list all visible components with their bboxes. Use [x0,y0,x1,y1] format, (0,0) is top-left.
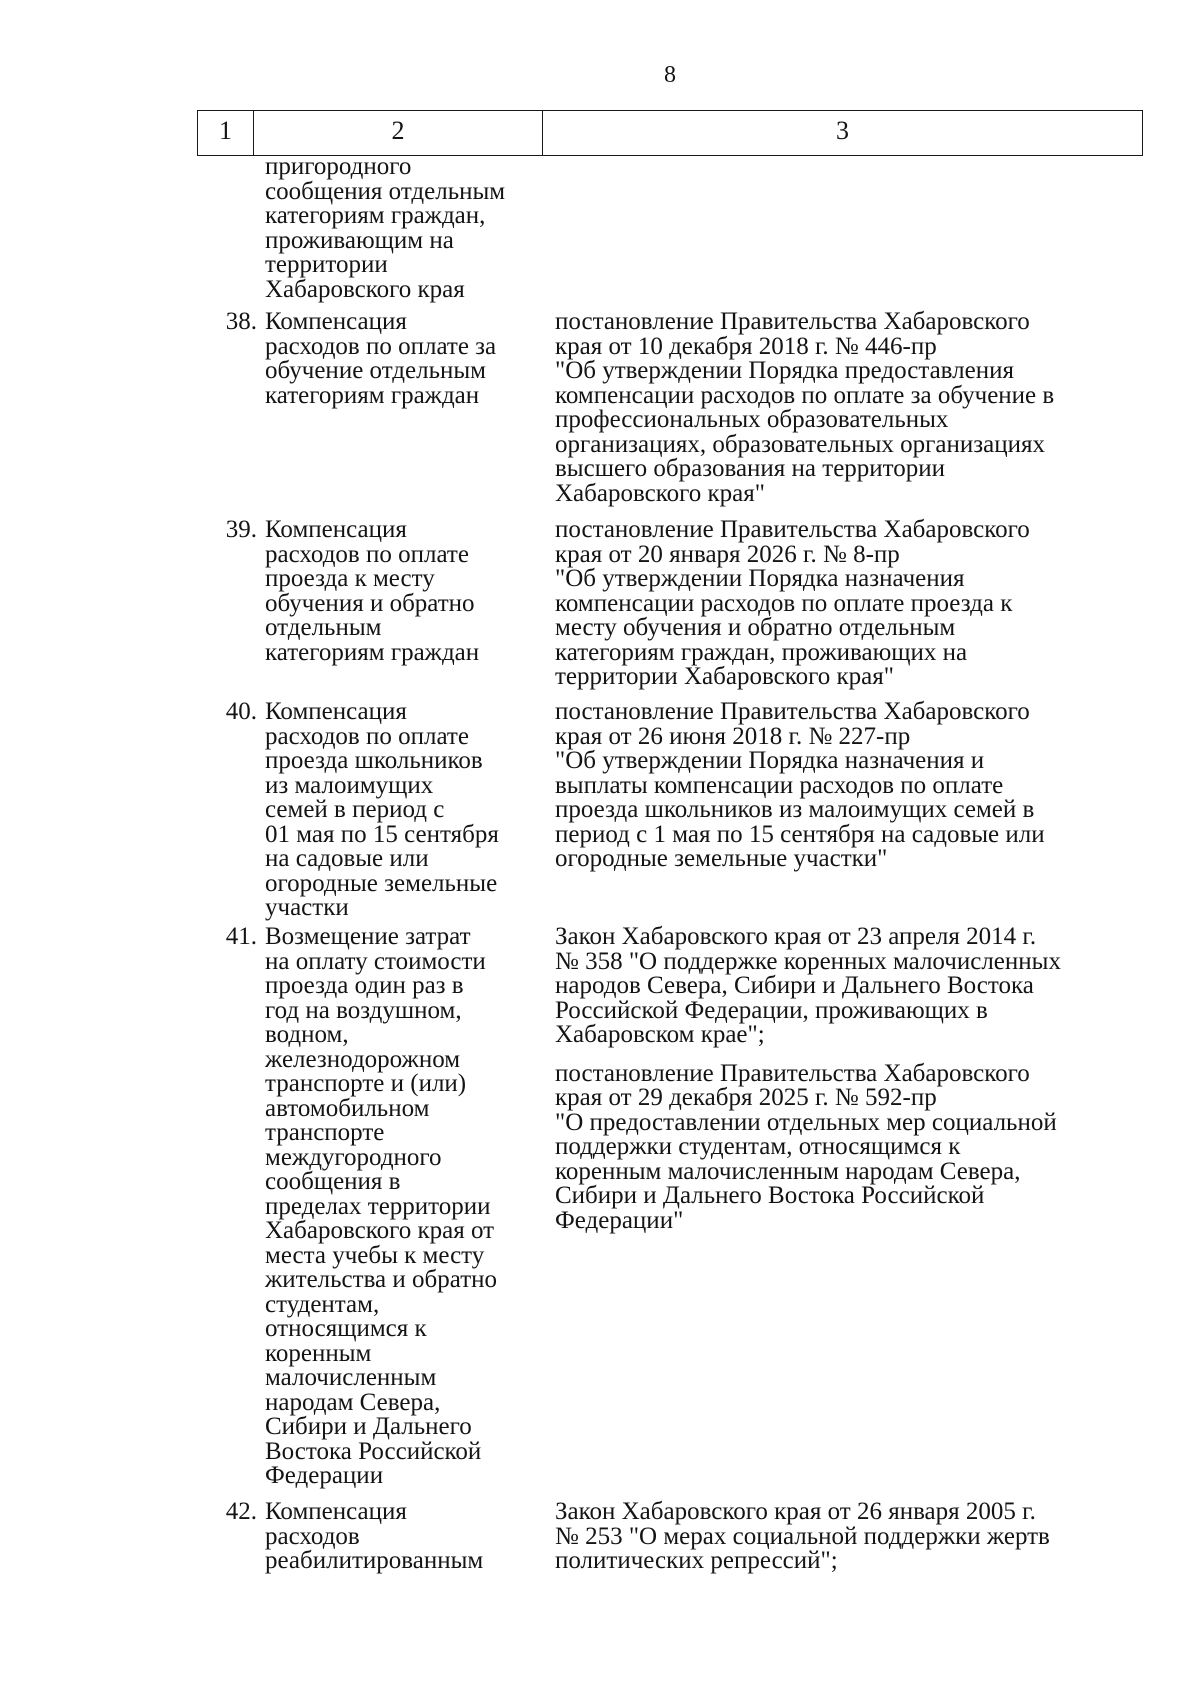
row-documents [555,310,1145,520]
doc-line: народов Севера, Сибири и Дальнего Востока [555,972,1034,999]
name-line: Хабаровского края от [265,1217,495,1244]
doc-line: постановление Правительства Хабаровского [555,516,1030,543]
name-line: расходов по оплате [265,722,469,750]
header-col-2: 2 [254,111,543,155]
name-line: расходов [265,1522,360,1550]
doc-line: высшего образования на территории [555,455,946,482]
doc-line: "Об утверждении Порядка предоставления [555,357,1014,384]
doc-line: "Об утверждении Порядка назначения [555,565,965,592]
doc-line: края от 26 июня 2018 г. № 227-пр [555,722,911,750]
row-documents [555,1500,1145,1588]
page-number: 8 [664,62,676,88]
header-col-3: 3 [836,116,849,145]
row-number: 41. [225,923,257,950]
row-name [265,310,555,408]
doc-line: № 253 "О мерах социальной поддержки жертв [555,1522,1050,1550]
doc-line: период с 1 мая по 15 сентября на садовые или [555,820,1045,848]
row-name [265,925,555,1489]
name-line: относящимся к [265,1315,427,1342]
name-line: проживающим на [265,226,454,254]
name-line: категориям граждан [265,638,480,666]
name-line: на оплату стоимости [265,947,486,975]
name-line: Хабаровского края [265,275,465,303]
name-line: категориям граждан, [265,202,486,229]
name-line: год на воздушном, [265,996,462,1024]
name-line: огородные земельные [265,869,498,897]
name-line: Сибири и Дальнего [265,1413,472,1440]
name-line: на садовые или [265,845,429,872]
name-line: пригородного [265,153,412,180]
legal-document [555,1500,1145,1574]
name-line: участки [265,894,349,921]
doc-line: "Об утверждении Порядка назначения и [555,747,985,774]
name-line: Возмещение затрат [265,923,471,950]
name-line: сообщения в [265,1168,401,1195]
row-number: 42. [225,1498,257,1525]
legal-document [555,700,1145,872]
doc-line: № 358 "О поддержке коренных малочисленных [555,947,1061,975]
doc-line: Хабаровском крае"; [555,1021,765,1048]
doc-line: края от 20 января 2026 г. № 8-пр [555,540,900,568]
name-line: территории [265,251,388,278]
doc-line: Хабаровского края" [555,479,765,507]
header-col-1: 1 [198,111,254,155]
doc-line: профессиональных образовательных [555,406,949,433]
name-line: Востока Российской [265,1437,482,1465]
doc-line: постановление Правительства Хабаровского [555,698,1030,725]
name-line: Федерации [265,1462,384,1489]
name-line: водном, [265,1021,349,1048]
name-line: малочисленным [265,1364,437,1391]
doc-line: выплаты компенсации расходов по оплате [555,771,1004,799]
name-line: расходов по оплате за [265,332,497,360]
name-line: реабилитированным [265,1547,484,1574]
legal-document [555,310,1145,506]
legal-document [555,1059,1145,1234]
row-name [265,1500,555,1574]
name-line: Компенсация [265,308,407,335]
name-line: расходов по оплате [265,540,469,568]
name-line: транспорте [265,1119,385,1146]
name-line: Компенсация [265,698,407,725]
doc-line: компенсации расходов по оплате за обучение в [555,381,1055,409]
name-line: народам Севера, [265,1388,441,1416]
doc-line: поддержки студентам, относящимся к [555,1133,961,1160]
doc-line: "О предоставлении отдельных мер социальной [555,1108,1057,1136]
row-number: 38. [225,308,257,335]
doc-line: постановление Правительства Хабаровского [555,1059,1030,1087]
legal-document [555,925,1145,1048]
doc-line: постановление Правительства Хабаровского [555,308,1030,335]
name-line: обучение отдельным [265,357,486,384]
name-line: отдельным [265,614,382,641]
name-line: проезда школьников [265,747,483,774]
name-line: студентам, [265,1290,380,1318]
name-line: железнодорожном [265,1045,461,1073]
row-continuation-name [265,155,555,302]
doc-line: политических репрессий"; [555,1547,838,1574]
row-number: 39. [225,516,257,543]
doc-line: края от 10 декабря 2018 г. № 446-пр [555,332,937,360]
name-line: сообщения отдельным [265,177,506,205]
name-line: из малоимущих [265,771,434,799]
row-documents [555,700,1145,886]
doc-line: Федерации" [555,1206,684,1234]
name-line: проезда один раз в [265,972,464,999]
name-line: междугородного [265,1143,442,1171]
doc-line: Закон Хабаровского края от 23 апреля 2014 г. [555,923,1037,950]
name-line: проезда к месту [265,565,435,592]
doc-line: организациях, образовательных организациях [555,430,1045,458]
doc-line: Закон Хабаровского края от 26 января 2005 г. [555,1498,1036,1525]
table-header [197,110,1143,156]
doc-line: Сибири и Дальнего Востока Российской [555,1182,985,1209]
legal-document [555,518,1145,690]
row-name [265,518,555,665]
doc-line: территории Хабаровского края" [555,663,894,690]
name-line: 01 мая по 15 сентября [265,820,499,848]
doc-line: края от 29 декабря 2025 г. № 592-пр [555,1084,937,1111]
name-line: автомобильном [265,1094,430,1122]
row-documents [555,518,1145,704]
name-line: коренным [265,1339,372,1367]
doc-line: огородные земельные участки" [555,845,888,872]
name-line: обучения и обратно [265,589,475,617]
name-line: Компенсация [265,1498,407,1525]
doc-line: коренным малочисленным народам Севера, [555,1157,1021,1185]
name-line: пределах территории [265,1192,491,1220]
name-line: категориям граждан [265,381,480,409]
name-line: места учебы к месту [265,1241,485,1269]
name-line: Компенсация [265,516,407,543]
name-line: жительства и обратно [265,1266,497,1293]
row-number: 40. [225,698,257,725]
row-name [265,700,555,921]
name-line: транспорте и (или) [265,1070,467,1097]
name-line: семей в период с [265,796,445,823]
doc-line: Российской Федерации, проживающих в [555,996,988,1024]
doc-line: категориям граждан, проживающих на [555,638,968,666]
doc-line: компенсации расходов по оплате проезда к [555,589,1013,617]
doc-line: проезда школьников из малоимущих семей в [555,796,1035,823]
doc-line: месту обучения и обратно отдельным [555,614,956,641]
row-documents [555,925,1145,1247]
